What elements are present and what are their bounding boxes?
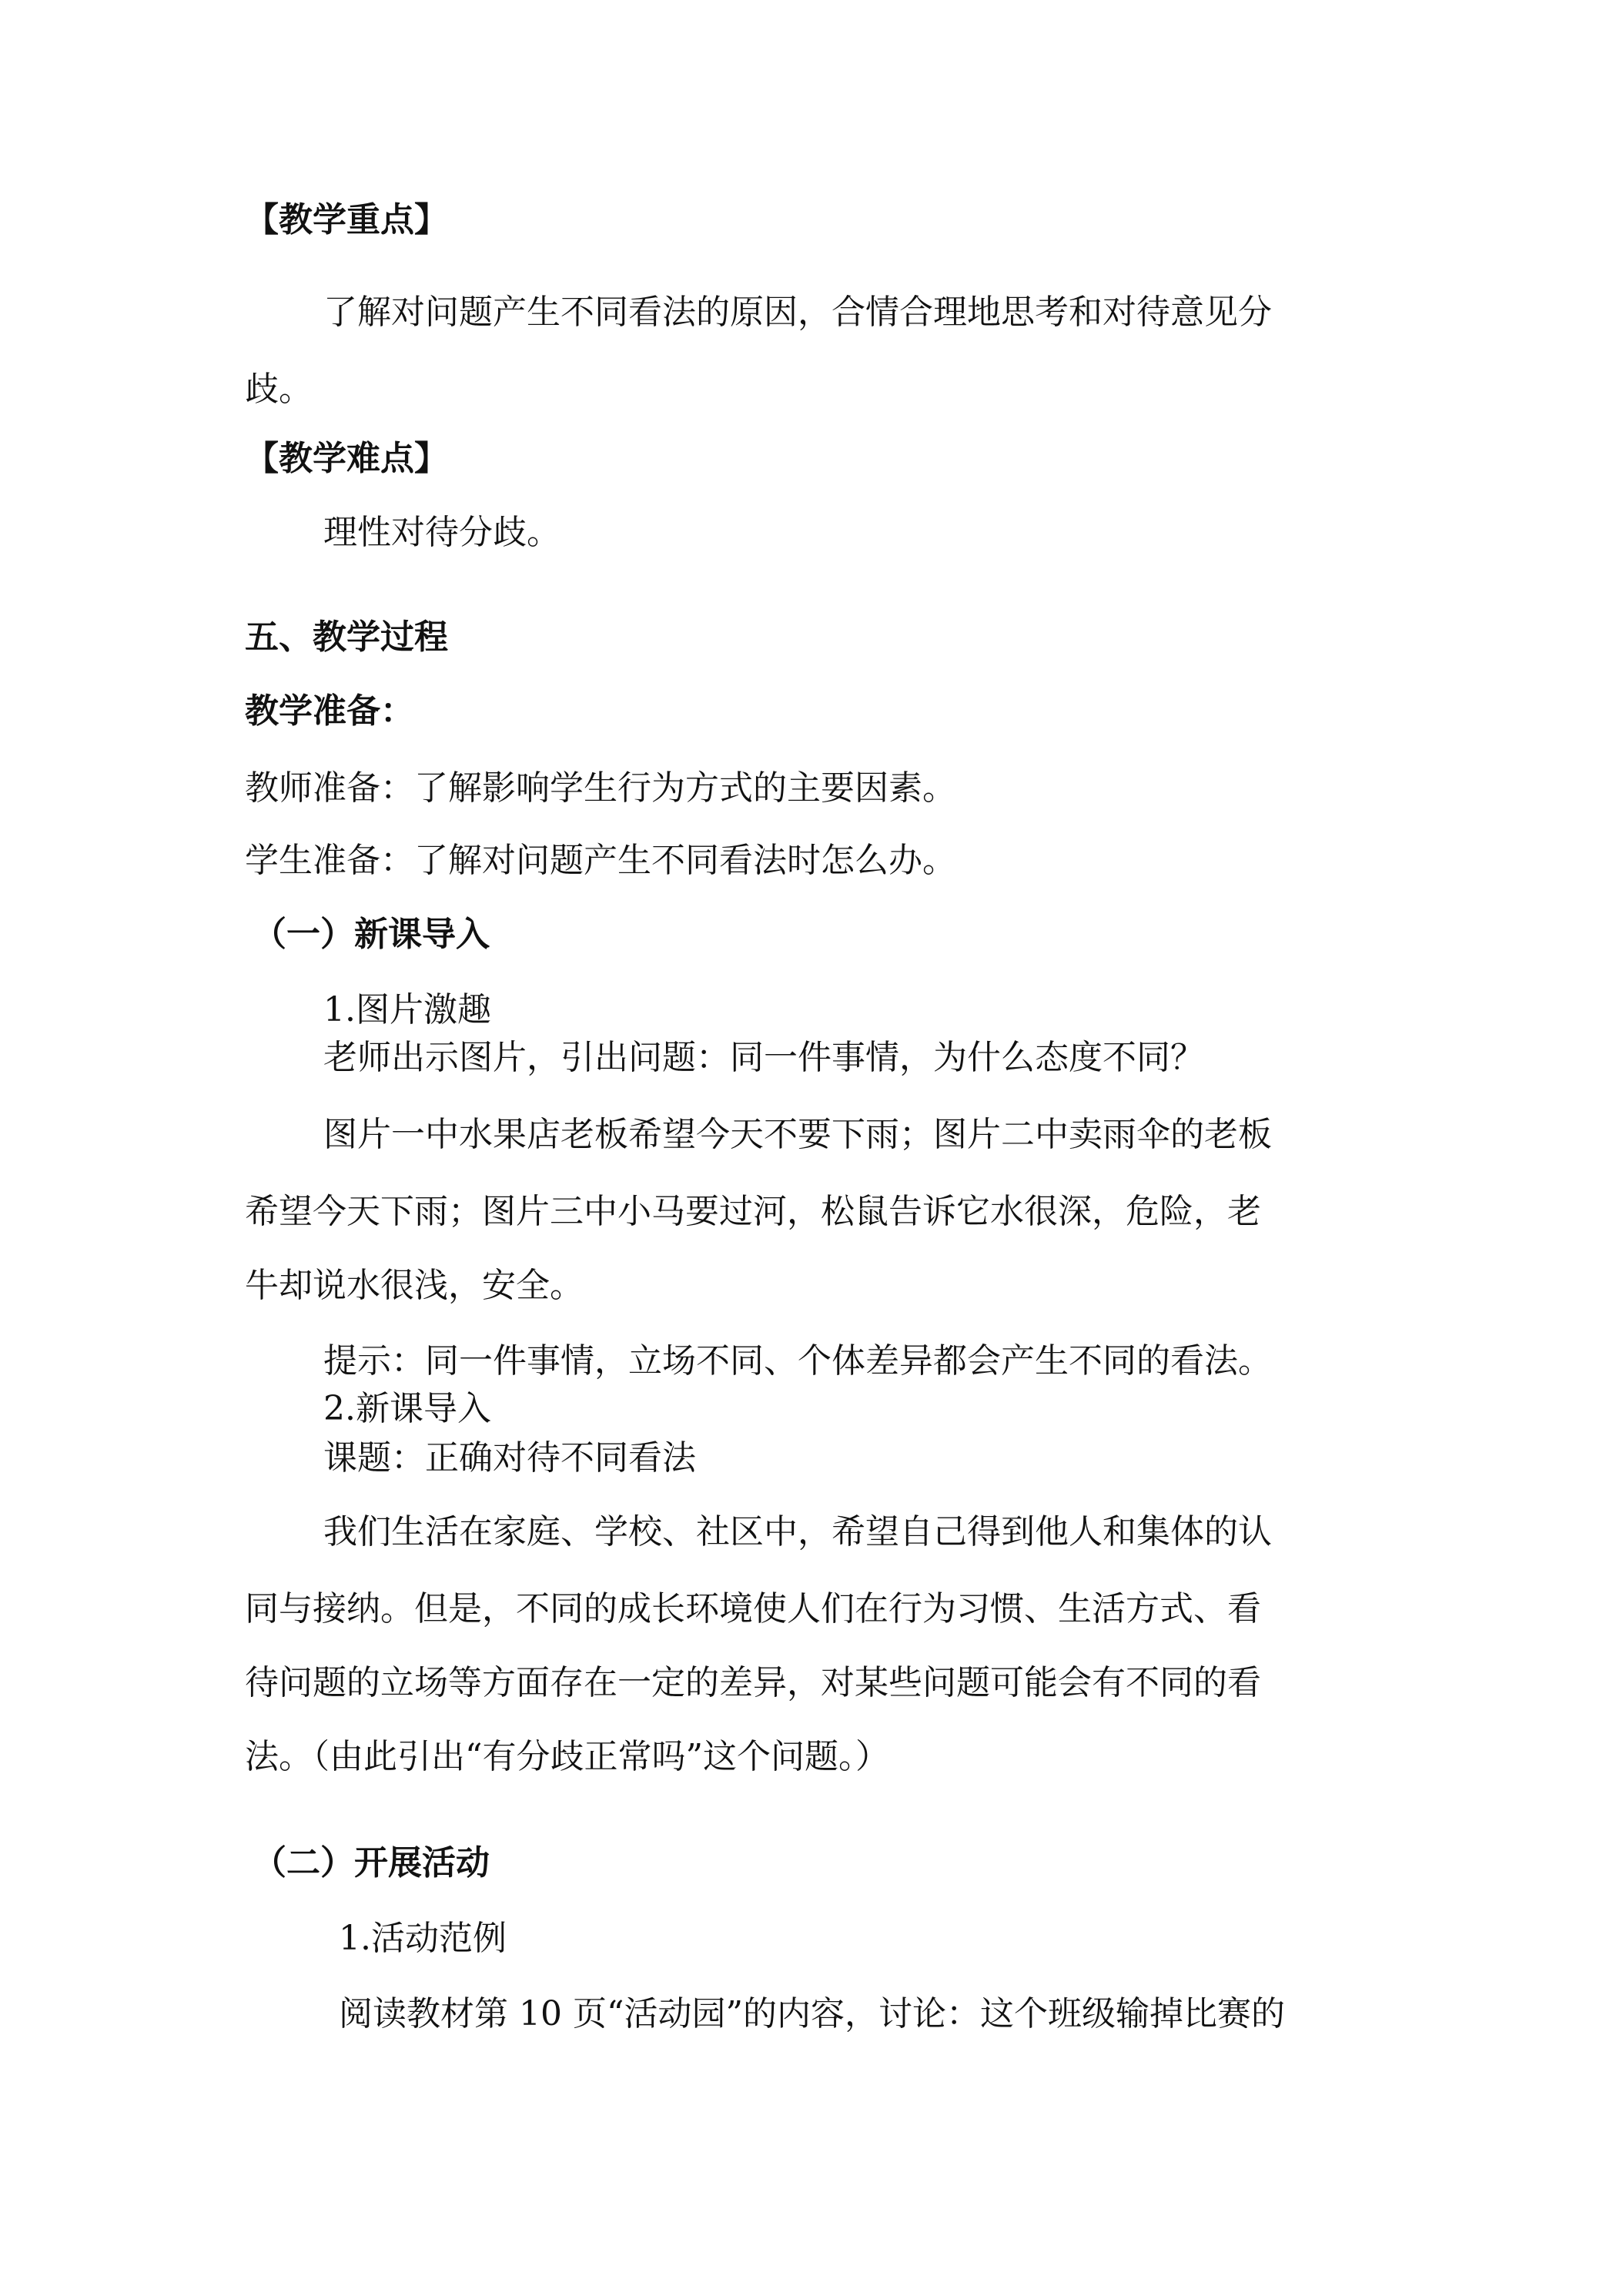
difficult-points-heading: 【教学难点】	[245, 439, 448, 478]
key-points-text-line2: 歧。	[245, 370, 313, 409]
section2-heading: （二）开展活动	[253, 1843, 490, 1883]
section1-para1-line3: 牛却说水很浅，安全。	[245, 1266, 584, 1305]
section1-para1-line2: 希望今天下雨；图片三中小马要过河，松鼠告诉它水很深，危险，老	[245, 1192, 1261, 1231]
process-heading: 五、教学过程	[245, 618, 448, 657]
section1-para2-line4: 法。（由此引出“有分歧正常吗”这个问题。）	[245, 1737, 889, 1776]
section1-para2-line3: 待问题的立场等方面存在一定的差异，对某些问题可能会有不同的看	[245, 1663, 1261, 1702]
section1-item2-title: 2.新课导入	[323, 1389, 491, 1428]
section1-hint: 提示：同一件事情，立场不同、个体差异都会产生不同的看法。	[323, 1341, 1272, 1381]
key-points-text-line1: 了解对问题产生不同看法的原因，合情合理地思考和对待意见分	[323, 293, 1272, 332]
section1-para1-line1: 图片一中水果店老板希望今天不要下雨；图片二中卖雨伞的老板	[323, 1115, 1272, 1154]
section2-para1-line1: 阅读教材第 10 页“活动园”的内容，讨论：这个班级输掉比赛的	[339, 1994, 1285, 2033]
section1-topic: 课题：正确对待不同看法	[323, 1438, 696, 1478]
key-points-heading: 【教学重点】	[245, 200, 448, 239]
section1-para2-line1: 我们生活在家庭、学校、社区中，希望自己得到他人和集体的认	[323, 1512, 1272, 1551]
difficult-points-text: 理性对待分歧。	[323, 513, 561, 552]
prep-heading: 教学准备：	[245, 691, 414, 731]
section2-item1-title: 1.活动范例	[339, 1919, 507, 1958]
section1-para2-line2: 同与接纳。但是，不同的成长环境使人们在行为习惯、生活方式、看	[245, 1589, 1261, 1628]
section1-item1-title: 1.图片激趣	[323, 990, 491, 1029]
teacher-prep: 教师准备：了解影响学生行为方式的主要因素。	[245, 768, 956, 808]
section1-item1-question: 老师出示图片，引出问题：同一件事情，为什么态度不同？	[323, 1038, 1204, 1077]
section1-heading: （一）新课导入	[253, 915, 490, 954]
student-prep: 学生准备：了解对问题产生不同看法时怎么办。	[245, 841, 956, 880]
